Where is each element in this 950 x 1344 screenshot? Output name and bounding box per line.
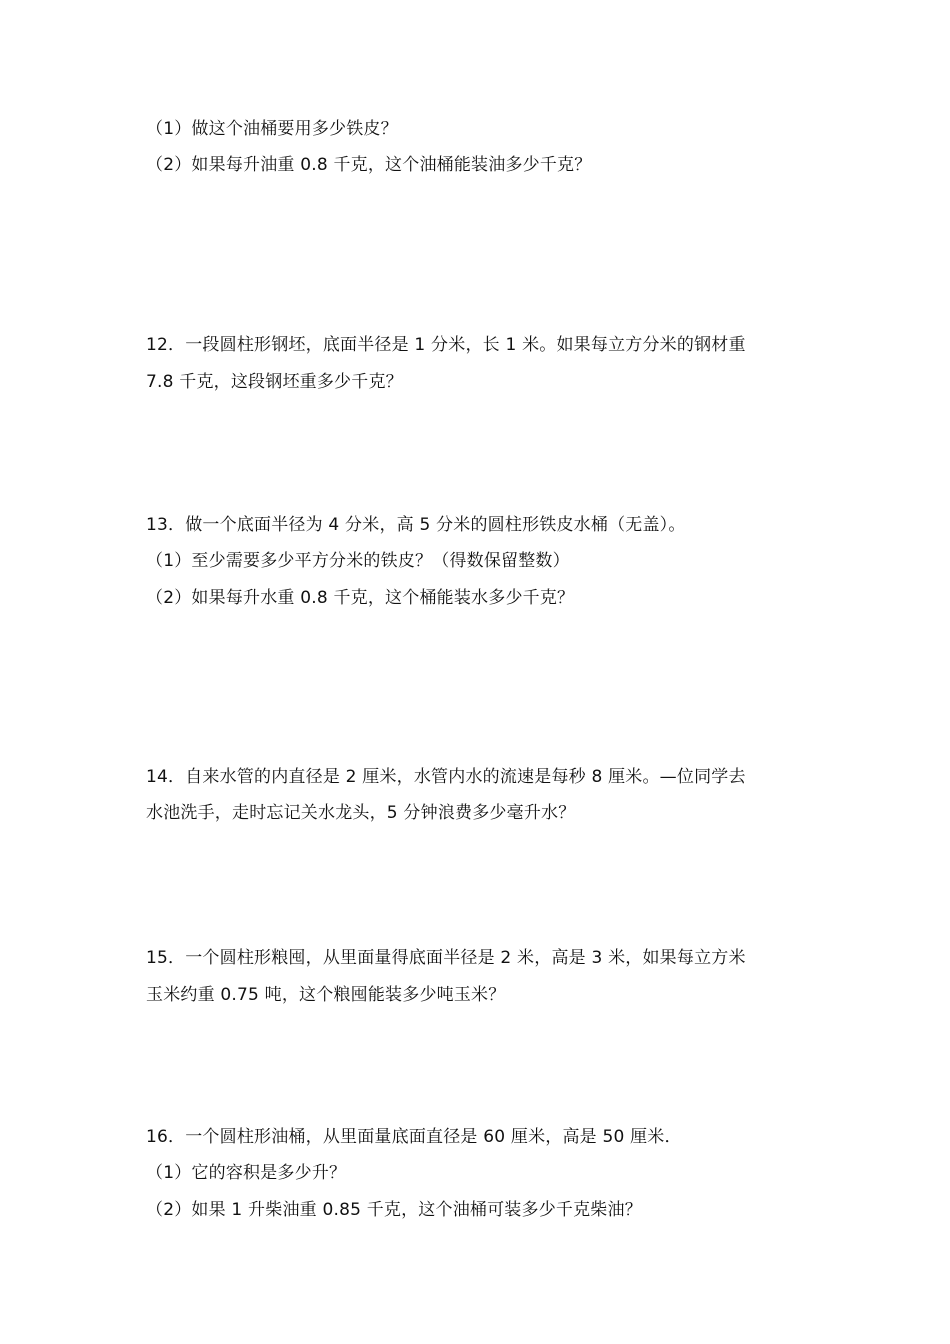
q13-sub1: （1）至少需要多少平方分米的铁皮？（得数保留整数） <box>146 551 570 571</box>
q12-line1: 12．一段圆柱形钢坯，底面半径是 1 分米，长 1 米。如果每立方分米的钢材重 <box>146 335 746 355</box>
q16-line1: 16．一个圆柱形油桶，从里面量底面直径是 60 厘米，高是 50 厘米． <box>146 1127 682 1147</box>
q13-sub2: （2）如果每升水重 0.8 千克，这个桶能装水多少千克？ <box>146 588 575 608</box>
q16-sub2: （2）如果 1 升柴油重 0.85 千克，这个油桶可装多少千克柴油？ <box>146 1200 642 1220</box>
q15-line2: 玉米约重 0.75 吨，这个粮囤能装多少吨玉米？ <box>146 985 506 1005</box>
q12-line2: 7.8 千克，这段钢坯重多少千克？ <box>146 372 403 392</box>
q16-sub1: （1）它的容积是多少升？ <box>146 1163 347 1183</box>
q13-line1: 13．做一个底面半径为 4 分米，高 5 分米的圆柱形铁皮水桶（无盖）。 <box>146 515 686 535</box>
q14-line1: 14．自来水管的内直径是 2 厘米，水管内水的流速是每秒 8 厘米。—位同学去 <box>146 767 746 787</box>
q14-line2: 水池洗手，走时忘记关水龙头，5 分钟浪费多少毫升水？ <box>146 803 576 823</box>
q11-sub1: （1）做这个油桶要用多少铁皮？ <box>146 119 398 139</box>
q15-line1: 15．一个圆柱形粮囤，从里面量得底面半径是 2 米，高是 3 米，如果每立方米 <box>146 948 746 968</box>
q11-sub2: （2）如果每升油重 0.8 千克，这个油桶能装油多少千克？ <box>146 155 592 175</box>
